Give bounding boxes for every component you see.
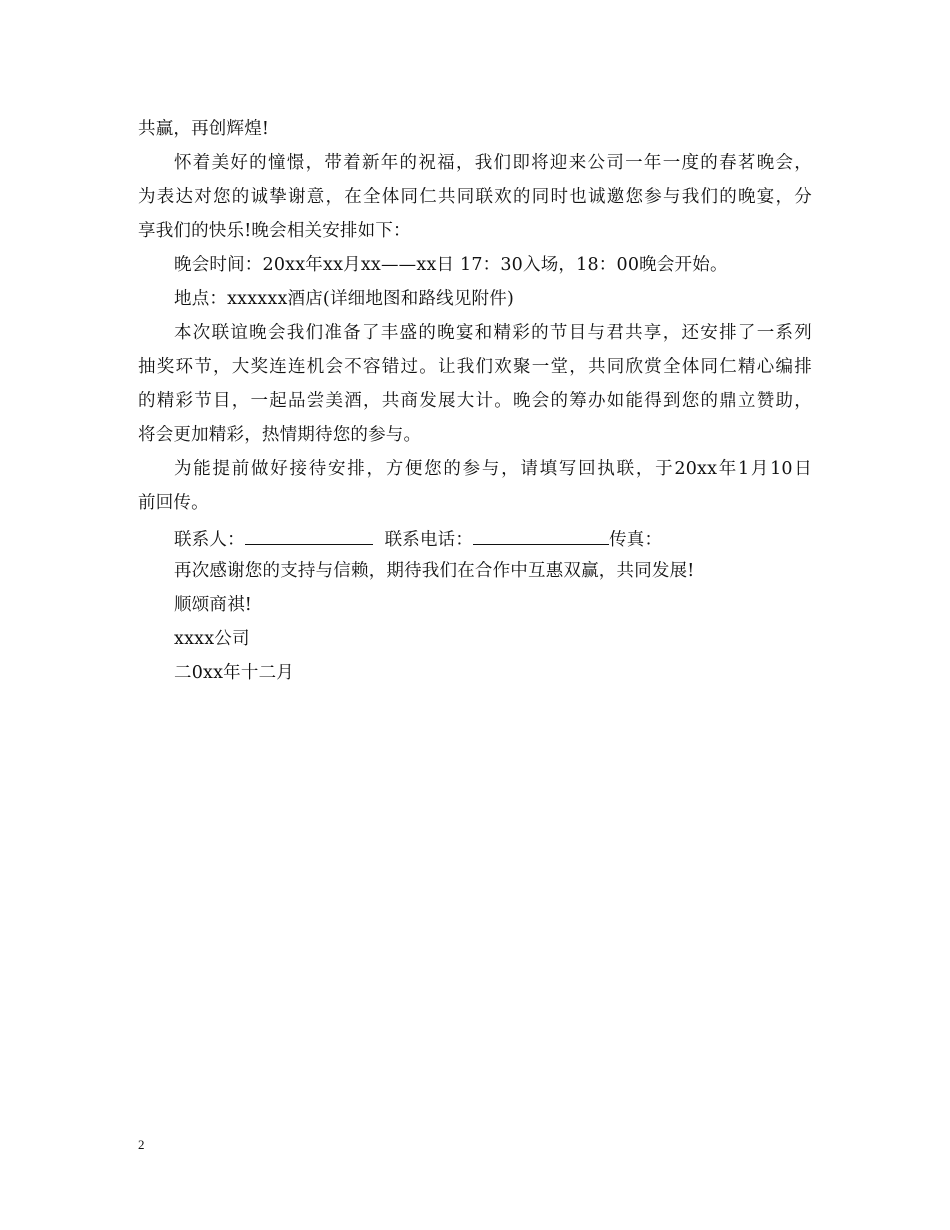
paragraph-line: 抽奖环节，大奖连连机会不容错过。让我们欢聚一堂，共同欣赏全体同仁精心编排: [138, 357, 812, 377]
page-number: 2: [138, 1137, 145, 1152]
paragraph-line: 共赢，再创辉煌!: [138, 119, 270, 139]
closing-thanks-line: 再次感谢您的支持与信赖，期待我们在合作中互惠双赢，共同发展!: [174, 561, 695, 581]
paragraph-line: 的精彩节目，一起品尝美酒，共商发展大计。晚会的筹办如能得到您的鼎立赞助，: [138, 391, 812, 411]
contact-person-blank: [245, 525, 373, 545]
closing-regards: 顺颂商祺!: [174, 595, 253, 615]
paragraph-line: 享我们的快乐!晚会相关安排如下：: [138, 221, 411, 241]
paragraph-line: 将会更加精彩，热情期待您的参与。: [138, 425, 422, 445]
event-time-line: 晚会时间：20xx年xx月xx——xx日 17：30入场，18：00晚会开始。: [174, 255, 728, 275]
paragraph-line: 前回传。: [138, 493, 209, 513]
paragraph-line: 怀着美好的憧憬，带着新年的祝福，我们即将迎来公司一年一度的春茗晚会，: [174, 153, 812, 173]
fax-label: 传真：: [609, 530, 663, 550]
contact-phone-label: 联系电话：: [384, 530, 474, 550]
paragraph-line: 本次联谊晚会我们准备了丰盛的晚宴和精彩的节目与君共享，还安排了一系列: [174, 323, 812, 343]
contact-line: [174, 525, 662, 552]
contact-phone-blank: [473, 525, 609, 545]
paragraph-line: 为能提前做好接待安排，方便您的参与，请填写回执联，于20xx年1月10日: [174, 459, 812, 479]
contact-person-label: 联系人：: [174, 530, 245, 550]
signature-date: 二0xx年十二月: [174, 663, 294, 683]
signature-company: xxxx公司: [174, 629, 250, 649]
paragraph-line: 为表达对您的诚挚谢意，在全体同仁共同联欢的同时也诚邀您参与我们的晚宴，分: [138, 187, 812, 207]
event-location-line: 地点：xxxxxx酒店(详细地图和路线见附件): [174, 289, 514, 309]
